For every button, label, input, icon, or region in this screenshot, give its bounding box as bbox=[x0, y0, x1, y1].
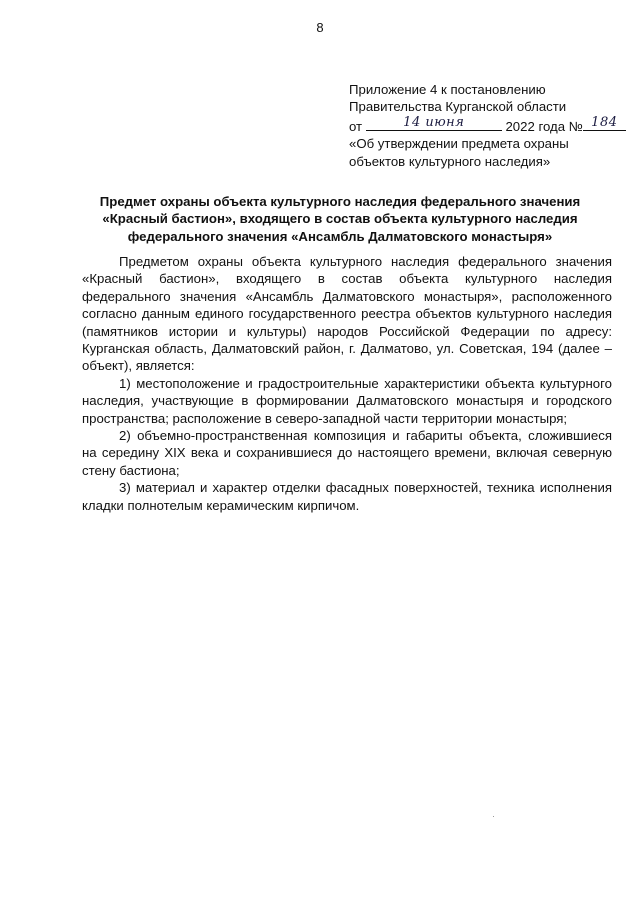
paragraph-item-3: 3) материал и характер отделки фасадных поверхностей, техника исполнения кладки полнотелым керамическим кирпичом. bbox=[82, 480, 612, 513]
scan-speck bbox=[493, 816, 494, 817]
appendix-line-5: объектов культурного наследия» bbox=[349, 153, 551, 169]
appendix-line-2: Правительства Курганской области bbox=[349, 99, 567, 115]
appendix-line-1: Приложение 4 к постановлению bbox=[349, 82, 546, 97]
from-label: от bbox=[349, 118, 363, 134]
paragraph-item-1: 1) местоположение и градостроительные характеристики объекта культурного наследия, участвующие в формировании Далматовского монастыря и городского пространства; расположение в северо-западной части территории монастыря; bbox=[82, 375, 612, 426]
handwritten-date: 14 июня bbox=[403, 114, 465, 130]
paragraph-item-2: 2) объемно-пространственная композиция и габариты объекта, сложившиеся на середину XIX века и сохранившиеся до настоящего времени, включая северную стену бастиона; bbox=[82, 428, 612, 478]
appendix-line-4: «Об утверждении предмета охраны bbox=[349, 136, 569, 152]
appendix-date-line bbox=[349, 116, 619, 135]
document-title: Предмет охраны объекта культурного наследия федерального значения «Красный бастион», входящего в состав объекта культурного наследия федерального значения «Ансамбль Далматовского монастыря» bbox=[99, 194, 581, 244]
appendix-header bbox=[349, 81, 619, 170]
page-number: 8 bbox=[316, 20, 324, 35]
number-blank bbox=[583, 116, 626, 131]
date-blank bbox=[366, 116, 502, 131]
paragraph-intro: Предметом охраны объекта культурного наследия федерального значения «Красный бастион», входящего в состав объекта культурного наследия федерального значения «Ансамбль Далматовского монастыря», расположенного согласно данным единого государственного реестра объектов культурного наследия (памятников истории и культуры) народов Российской Федерации по адресу: Курганская область, Далматовский район, г. Далматово, ул. Советская, 194 (далее – объект), является: bbox=[82, 254, 612, 374]
handwritten-number: 184 bbox=[591, 114, 618, 130]
year-label: 2022 года № bbox=[505, 118, 583, 134]
document-body bbox=[82, 253, 612, 514]
